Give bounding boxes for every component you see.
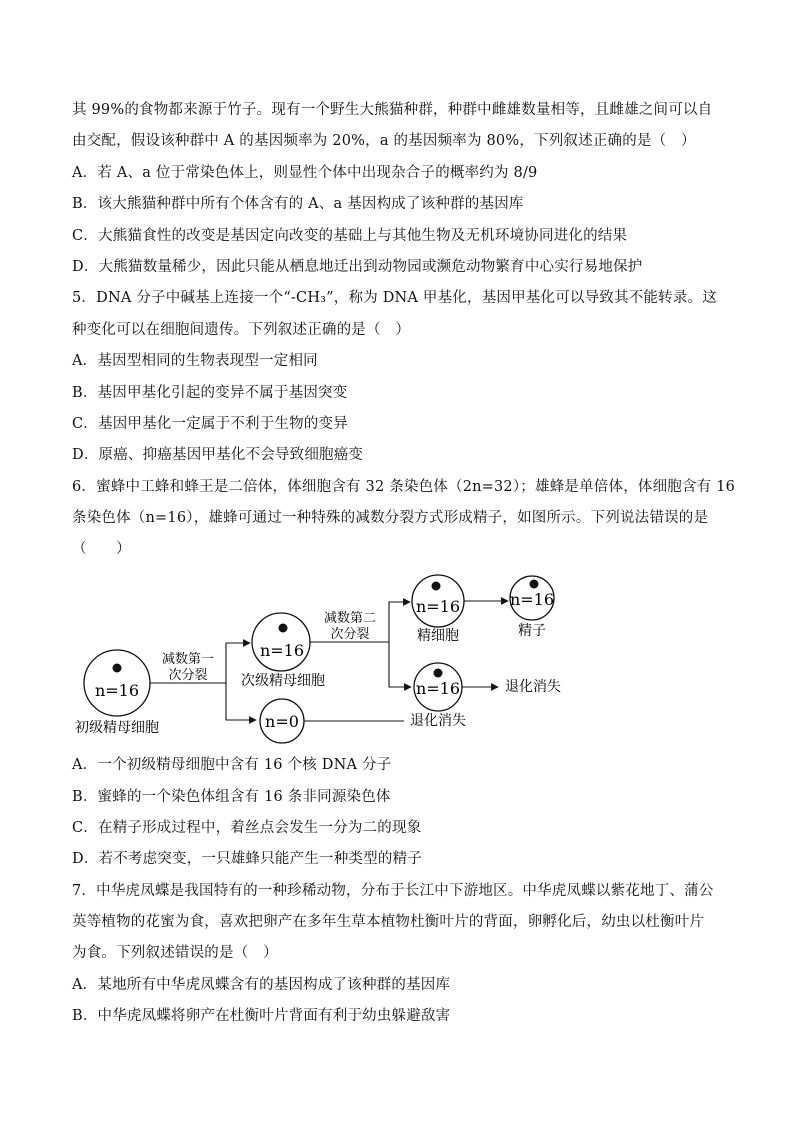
small-n-label: n=16	[415, 679, 461, 698]
q5-option-b: B．基因甲基化引起的变异不属于基因突变	[72, 385, 348, 401]
q6-stem-line-1: 6．蜜蜂中工蜂和蜂王是二倍体，体细胞含有 32 条染色体（2n=32）；雄蜂是单倍体，体细胞含有 16	[72, 479, 736, 495]
q4-option-c: C．大熊猫食性的改变是基因定向改变的基础上与其他生物及无机环境协同进化的结果	[72, 228, 628, 244]
sperm-nucleus-dot	[530, 580, 539, 589]
q6-stem-line-3: （ ）	[72, 541, 131, 557]
q6-option-c: C．在精子形成过程中，着丝点会发生一分为二的现象	[72, 820, 422, 836]
arrow-to-spermatid	[389, 602, 410, 642]
meiosis1-label-2: 次分裂	[168, 668, 208, 683]
q4-option-a: A．若 A、a 位于常染色体上，则显性个体中出现杂合子的概率约为 8/9	[72, 165, 538, 181]
q5-stem-line-1: 5．DNA 分子中碱基上连接一个“-CH₃”，称为 DNA 甲基化，基因甲基化可以导致其不能转录。这	[72, 290, 717, 306]
sperm-label: 精子	[518, 623, 546, 639]
q5-stem-line-2: 种变化可以在细胞间遗传。下列叙述正确的是（ ）	[72, 322, 411, 338]
arrow-to-small-cell	[389, 642, 411, 687]
q7-option-a: A．某地所有中华虎凤蝶含有的基因构成了该种群的基因库	[72, 977, 451, 993]
q6-option-d: D．若不考虑突变，一只雄蜂只能产生一种类型的精子	[72, 851, 422, 867]
sperm-n-label: n=16	[509, 590, 555, 609]
q4-option-d: D．大熊猫数量稀少，因此只能从栖息地迁出到动物园或濒危动物繁育中心实行易地保护	[72, 259, 643, 275]
primary-nucleus-dot	[113, 664, 122, 673]
meiosis1-label-1: 减数第一	[161, 652, 215, 667]
spermatid-n-label: n=16	[415, 597, 461, 616]
q4-option-b: B．该大熊猫种群中所有个体含有的 A、a 基因构成了该种群的基因库	[72, 196, 524, 212]
q4-stem-line-1: 其 99%的食物都来源于竹子。现有一个野生大熊猫种群，种群中雌雄数量相等，且雌雄之间可以自	[72, 102, 713, 118]
meiosis2-label-1: 减数第二	[323, 611, 377, 626]
q5-option-c: C．基因甲基化一定属于不利于生物的变异	[72, 416, 348, 432]
secondary-cell-label: 次级精母细胞	[241, 673, 325, 689]
q7-option-b: B．中华虎凤蝶将卵产在杜衡叶片背面有利于幼虫躲避敌害	[72, 1008, 451, 1024]
q7-stem-line-2: 英等植物的花蜜为食，喜欢把卵产在多年生草本植物杜衡叶片的背面，卵孵化后，幼虫以杜衡叶片	[72, 914, 705, 930]
meiosis-diagram	[60, 560, 580, 750]
q5-option-a: A．基因型相同的生物表现型一定相同	[72, 353, 318, 369]
q6-option-b: B．蜜蜂的一个染色体组含有 16 条非同源染色体	[72, 789, 391, 805]
degenerate-label-2: 退化消失	[505, 679, 561, 695]
degenerate-label-1: 退化消失	[410, 713, 466, 729]
zero-n-label: n=0	[265, 712, 299, 731]
meiosis2-label-2: 次分裂	[330, 627, 370, 642]
primary-cell-label: 初级精母细胞	[75, 720, 159, 736]
q6-option-a: A．一个初级精母细胞中含有 16 个核 DNA 分子	[72, 757, 392, 773]
q4-stem-line-2: 由交配，假设该种群中 A 的基因频率为 20%，a 的基因频率为 80%，下列叙述正确的是（ ）	[72, 133, 696, 149]
small-cell-nucleus-dot	[434, 669, 443, 678]
q7-stem-line-3: 为食。下列叙述错误的是（ ）	[72, 945, 278, 961]
spermatid-label: 精细胞	[417, 628, 459, 644]
q7-stem-line-1: 7．中华虎凤蝶是我国特有的一种珍稀动物，分布于长江中下游地区。中华虎凤蝶以紫花地丁、蒲公	[72, 883, 714, 899]
q6-stem-line-2: 条染色体（n=16），雄蜂可通过一种特殊的减数分裂方式形成精子，如图所示。下列说法错误的是	[72, 510, 709, 526]
primary-n-label: n=16	[94, 681, 140, 700]
q5-option-d: D．原癌、抑癌基因甲基化不会导致细胞癌变	[72, 447, 364, 463]
spermatid-nucleus-dot	[432, 582, 441, 591]
secondary-nucleus-dot	[279, 624, 288, 633]
secondary-n-label: n=16	[259, 641, 305, 660]
